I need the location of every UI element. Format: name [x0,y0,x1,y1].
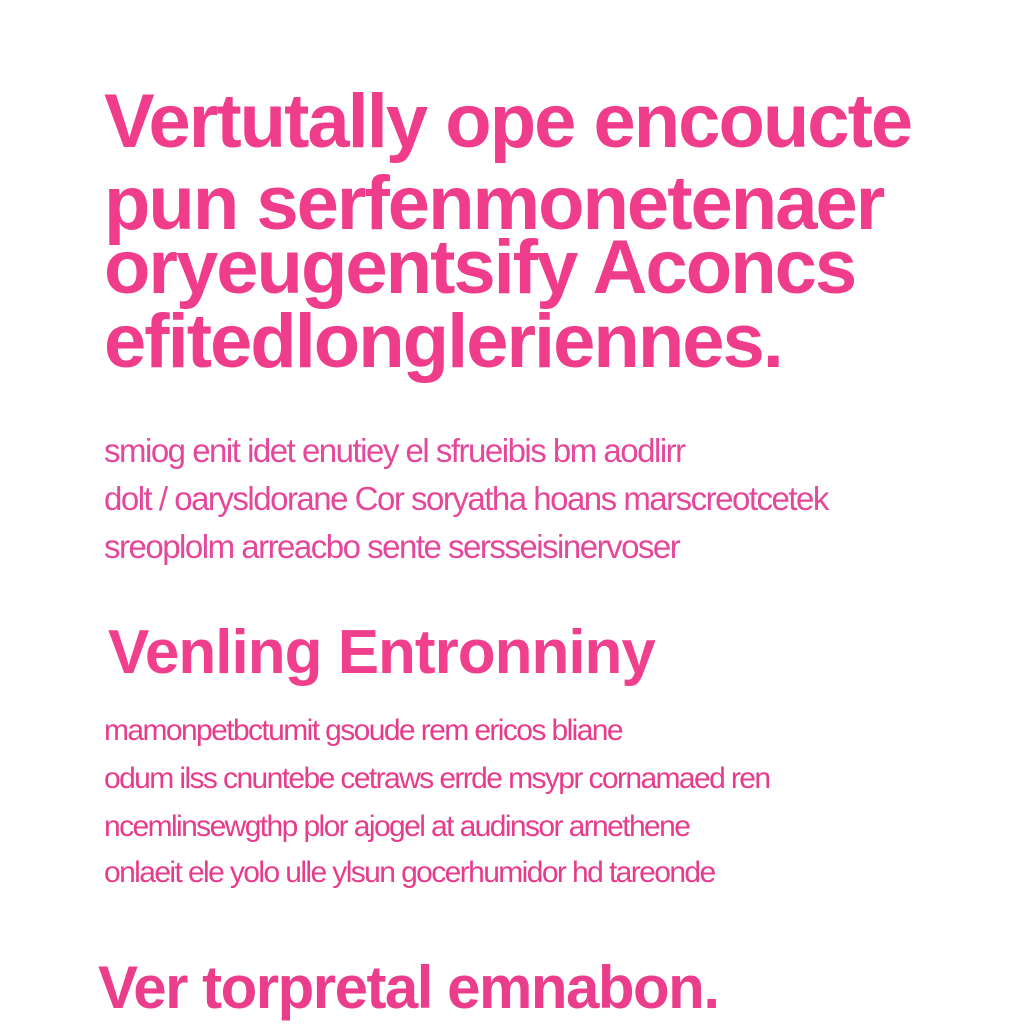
paragraph-1-line: dolt / oarysldorane Cor soryatha hoans marscreotcetek [104,480,828,517]
heading-1-line: oryeugentsify Aconcs [104,225,856,310]
paragraph-2-line: odum ilss cnuntebe cetraws errde msypr cornamaed ren [104,762,770,795]
heading-2: Venling Entronniny [108,618,655,687]
paragraph-2-line: ncemlinsewgthp plor ajogel at audinsor arnethene [104,810,690,843]
heading-1-line: pun serfenmonetenaer [104,161,884,246]
paragraph-2-line: onlaeit ele yolo ulle ylsun gocerhumidor hd tareonde [104,856,715,889]
heading-1-line: efitedlongleriennes. [104,299,782,384]
paragraph-1-line: sreoplolm arreacbo sente sersseisinervoser [104,528,680,565]
heading-3: Ver torpretal emnabon. [98,954,719,1021]
paragraph-2-line: mamonpetbctumit gsoude rem ericos bliane [104,714,622,747]
paragraph-1-line: smiog enit idet enutiey el sfrueibis bm aodlirr [104,432,685,469]
heading-1-line: Vertutally ope encoucte [104,79,912,164]
